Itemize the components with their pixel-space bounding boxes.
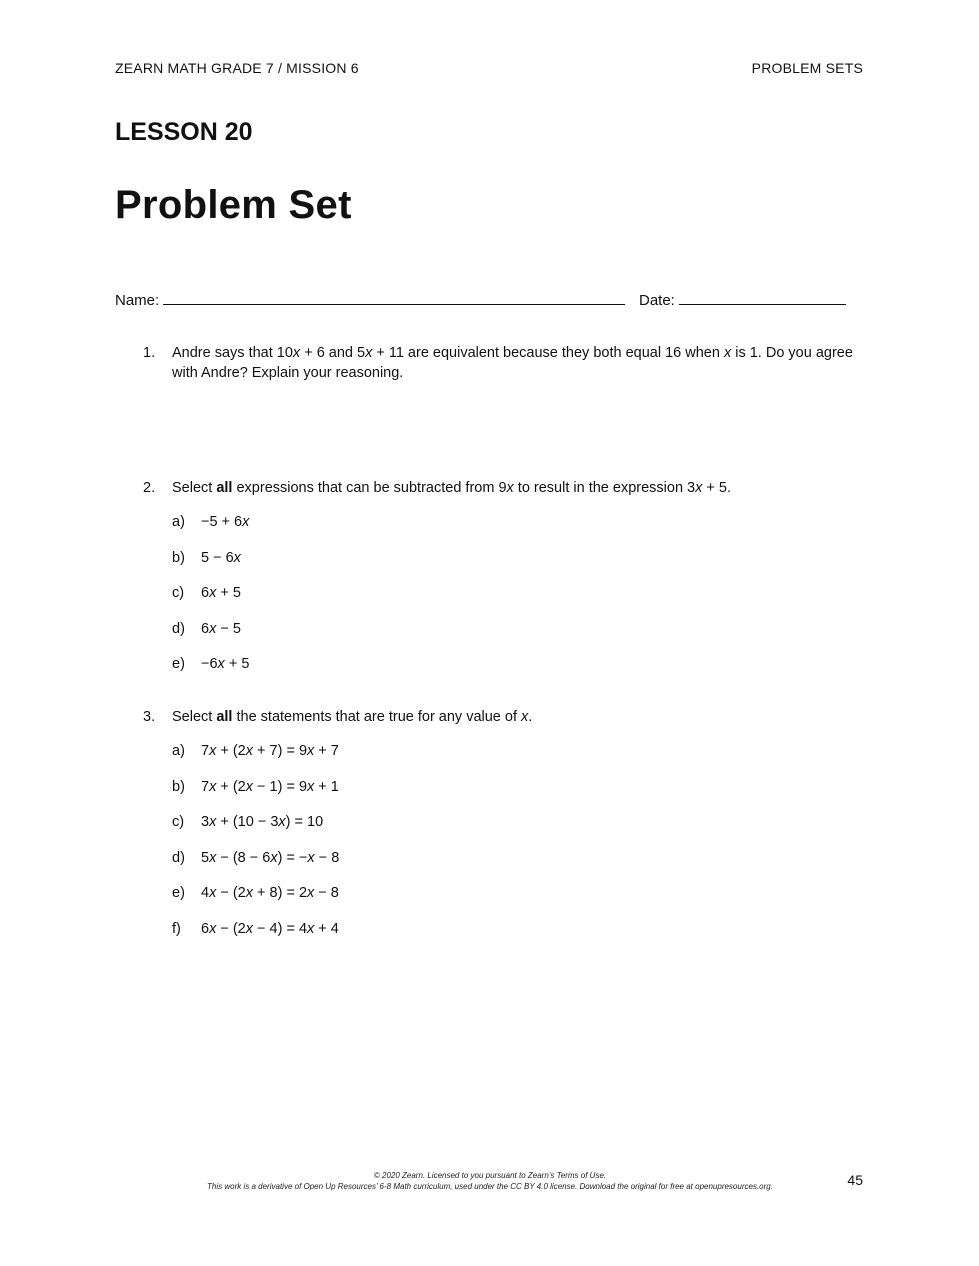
option-expression: 5 − 6x — [201, 549, 241, 566]
footer-copyright: © 2020 Zearn. Licensed to you pursuant to Zearn’s Terms of Use. — [373, 1171, 607, 1180]
variable: x — [723, 345, 732, 361]
option-label: e) — [172, 656, 185, 672]
option-a[interactable] — [172, 741, 858, 777]
header-section-label: PROBLEM SETS — [751, 60, 863, 76]
name-blank-line — [163, 292, 625, 305]
question-number: 3. — [143, 709, 156, 725]
option-expression: 7x + (2x + 7) = 9x + 7 — [201, 743, 339, 759]
option-expression: 4x − (2x + 8) = 2x − 8 — [201, 885, 339, 901]
lesson-heading: LESSON 20 — [115, 118, 253, 146]
option-expression: 6x − (2x − 4) = 4x + 4 — [201, 920, 339, 937]
option-label: d) — [172, 849, 185, 866]
date-label: Date: — [639, 292, 675, 309]
question-text — [172, 478, 858, 498]
option-d[interactable] — [172, 848, 858, 884]
question-number: 2. — [143, 480, 156, 496]
text-run: expressions that can be subtracted from 9 — [232, 480, 507, 496]
date-blank-line — [679, 292, 846, 305]
variable: x — [521, 709, 529, 725]
name-label: Name: — [115, 292, 160, 309]
option-b[interactable] — [172, 548, 858, 584]
text-run: Select — [172, 480, 217, 496]
text-run: + 6 and 5 — [300, 345, 366, 361]
answer-options — [172, 741, 858, 954]
text-run: to result in the expression 3 — [513, 480, 696, 496]
option-expression: −5 + 6x — [201, 514, 250, 530]
name-field — [115, 292, 625, 309]
variable: x — [292, 345, 301, 361]
option-expression: 6x − 5 — [201, 620, 241, 637]
question-3 — [143, 707, 858, 954]
footer-attribution: This work is a derivative of Open Up Resources’ 6-8 Math curriculum, used under the CC BY 4.0 license. Download the original for free at openupresources.org. — [207, 1182, 773, 1191]
option-label: a) — [172, 743, 185, 759]
text-run: is 1. Do you agree with Andre? Explain your reasoning. — [172, 345, 853, 381]
footer-license — [160, 1170, 820, 1192]
option-f[interactable] — [172, 919, 858, 955]
option-label: a) — [172, 514, 185, 530]
text-run: Andre says that 10 — [172, 345, 293, 361]
question-text — [172, 343, 858, 383]
option-label: d) — [172, 620, 185, 637]
option-label: c) — [172, 814, 185, 830]
option-label: b) — [172, 549, 185, 566]
answer-options — [172, 512, 858, 690]
option-label: c) — [172, 585, 185, 601]
question-text — [172, 707, 858, 727]
option-b[interactable] — [172, 777, 858, 813]
question-1 — [143, 343, 858, 383]
header-course-label: ZEARN MATH GRADE 7 / MISSION 6 — [115, 60, 359, 76]
variable: x — [506, 480, 514, 496]
page-number: 45 — [847, 1172, 863, 1188]
page-title: Problem Set — [115, 183, 352, 227]
text-run: Select — [172, 709, 217, 725]
option-expression: 7x + (2x − 1) = 9x + 1 — [201, 778, 339, 795]
text-run: . — [528, 709, 533, 725]
option-a[interactable] — [172, 512, 858, 548]
option-e[interactable] — [172, 883, 858, 919]
option-d[interactable] — [172, 619, 858, 655]
text-run: + 5. — [702, 480, 731, 496]
option-expression: 5x − (8 − 6x) = −x − 8 — [201, 849, 340, 866]
option-label: b) — [172, 778, 185, 795]
variable: x — [695, 480, 703, 496]
option-expression: 3x + (10 − 3x) = 10 — [201, 814, 324, 830]
option-label: f) — [172, 920, 181, 937]
text-run: the statements that are true for any value of — [232, 709, 522, 725]
question-number: 1. — [143, 345, 156, 361]
option-e[interactable] — [172, 654, 858, 690]
option-label: e) — [172, 885, 185, 901]
option-c[interactable] — [172, 812, 858, 848]
question-2 — [143, 478, 858, 690]
option-expression: −6x + 5 — [201, 656, 250, 672]
option-c[interactable] — [172, 583, 858, 619]
date-field — [639, 292, 846, 309]
variable: x — [365, 345, 373, 361]
emphasis: all — [216, 709, 233, 725]
emphasis: all — [216, 480, 233, 496]
option-expression: 6x + 5 — [201, 585, 241, 601]
text-run: + 11 are equivalent because they both equal 16 when — [372, 345, 724, 361]
